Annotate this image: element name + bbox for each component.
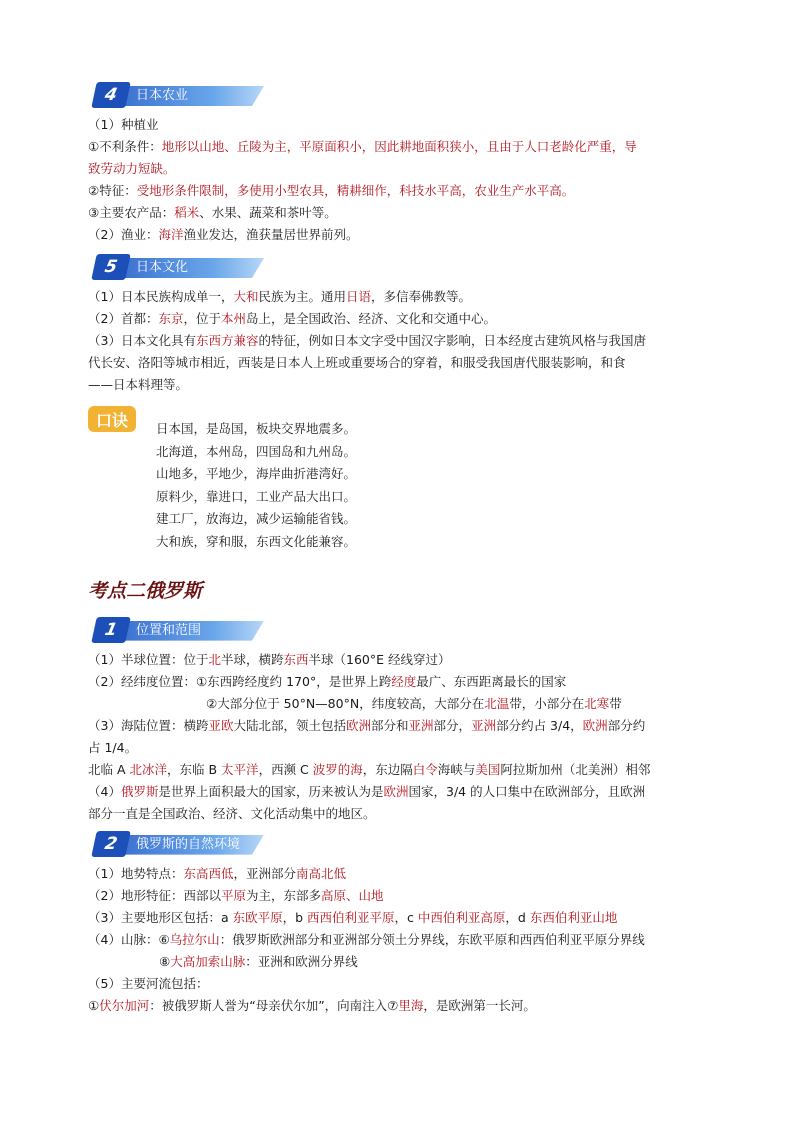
text-line: （4）俄罗斯是世界上面积最大的国家，历来被认为是欧洲国家，3/4 的人口集中在欧洲部分，且欧洲 xyxy=(88,783,646,799)
text-line: 部分一直是全国政治、经济、文化活动集中的地区。 xyxy=(88,805,376,821)
mnemonic-line: 山地多，平地少，海岸曲折港湾好。 xyxy=(156,466,357,482)
text-line: ②特征：受地形条件限制，多使用小型农具，精耕细作，科技水平高，农业生产水平高。 xyxy=(88,183,575,198)
text-line: 代长安、洛阳等城市相近，西装是日本人上班或重要场合的穿着，和服受我国唐代服装影响，和食 xyxy=(88,355,626,370)
text-line: 占 1/4。 xyxy=(88,739,138,755)
text-line: （2）首都：东京，位于本州岛上，是全国政治、经济、文化和交通中心。 xyxy=(88,311,497,326)
text-line: 北临 A 北冰洋，东临 B 太平洋，西濒 C 波罗的海，东边隔白令海峡与美国阿拉斯加州（北美洲）相邻 xyxy=(88,761,651,777)
mnemonic-box xyxy=(88,404,710,554)
text-line: ②大部分位于 50°N—80°N，纬度较高，大部分在北温带，小部分在北寒带 xyxy=(206,695,622,711)
banner-title: 俄罗斯的自然环境 xyxy=(136,836,241,852)
banner-number: 5 xyxy=(91,254,131,280)
mnemonic-badge: 口诀 xyxy=(88,406,136,432)
banner-title: 日本农业 xyxy=(136,88,189,103)
text-line: ③主要农产品：稻米、水果、蔬菜和茶叶等。 xyxy=(88,205,337,220)
text-line: （3）主要地形区包括：a 东欧平原，b 西西伯利亚平原，c 中西伯利亚高原，d 东西伯利亚山地 xyxy=(88,909,618,925)
banner-title: 位置和范围 xyxy=(136,622,202,638)
text-line: （3）海陆位置：横跨亚欧大陆北部，领土包括欧洲部分和亚洲部分，亚洲部分约占 3/4，欧洲部分约 xyxy=(88,717,646,733)
text-line: （1）地势特点：东高西低，亚洲部分南高北低 xyxy=(88,865,347,881)
banner-number: 2 xyxy=(91,831,131,857)
text-line: ——日本料理等。 xyxy=(88,377,189,392)
mnemonic-line: 建工厂，放海边，减少运输能省钱。 xyxy=(156,511,357,527)
banner-title: 日本文化 xyxy=(136,260,189,275)
mnemonic-lines xyxy=(88,404,710,554)
section-heading-russia: 考点二俄罗斯 xyxy=(88,579,203,602)
mnemonic-line: 大和族，穿和服，东西文化能兼容。 xyxy=(156,533,357,549)
section-banner-japan-culture xyxy=(88,254,710,282)
text-line: （4）山脉：⑥乌拉尔山：俄罗斯欧洲部分和亚洲部分领土分界线，东欧平原和西西伯利亚平原分界线 xyxy=(88,931,645,947)
section-banner-location xyxy=(88,617,710,645)
text-line: 致劳动力短缺。 xyxy=(88,161,176,176)
text-line: （2）地形特征：西部以平原为主，东部多高原、山地 xyxy=(88,887,384,903)
text-line: （2）经纬度位置：①东西跨经度约 170°，是世界上跨经度最广、东西距离最长的国家 xyxy=(88,673,567,689)
text-line: ①不利条件：地形以山地、丘陵为主，平原面积小，因此耕地面积狭小，且由于人口老龄化严重，导 xyxy=(88,139,637,154)
mnemonic-line: 日本国，是岛国，板块交界地震多。 xyxy=(156,421,357,436)
section-banner-japan-agriculture xyxy=(88,82,710,110)
text-line: ①伏尔加河：被俄罗斯人誉为“母亲伏尔加”，向南注入⑦里海，是欧洲第一长河。 xyxy=(88,997,536,1013)
text-line: （5）主要河流包括： xyxy=(88,975,209,991)
text-line: （2）渔业：海洋渔业发达，渔获量居世界前列。 xyxy=(88,227,359,242)
mnemonic-line: 北海道，本州岛，四国岛和九州岛。 xyxy=(156,443,357,459)
section-banner-natural-environment xyxy=(88,831,710,859)
banner-number: 4 xyxy=(91,82,131,108)
text-line: （1）日本民族构成单一，大和民族为主。通用日语，多信奉佛教等。 xyxy=(88,289,472,304)
text-line: （1）半球位置：位于北半球，横跨东西半球（160°E 经线穿过） xyxy=(88,651,451,667)
mnemonic-line: 原料少，靠进口，工业产品大出口。 xyxy=(156,488,357,504)
text-line: ⑧大高加索山脉：亚洲和欧洲分界线 xyxy=(159,953,358,969)
text-line: （3）日本文化具有东西方兼容的特征，例如日本文字受中国汉字影响，日本经度古建筑风格与我国唐 xyxy=(88,333,646,348)
text-line: （1）种植业 xyxy=(88,117,159,132)
document-body xyxy=(88,82,710,1017)
banner-number: 1 xyxy=(91,617,131,643)
